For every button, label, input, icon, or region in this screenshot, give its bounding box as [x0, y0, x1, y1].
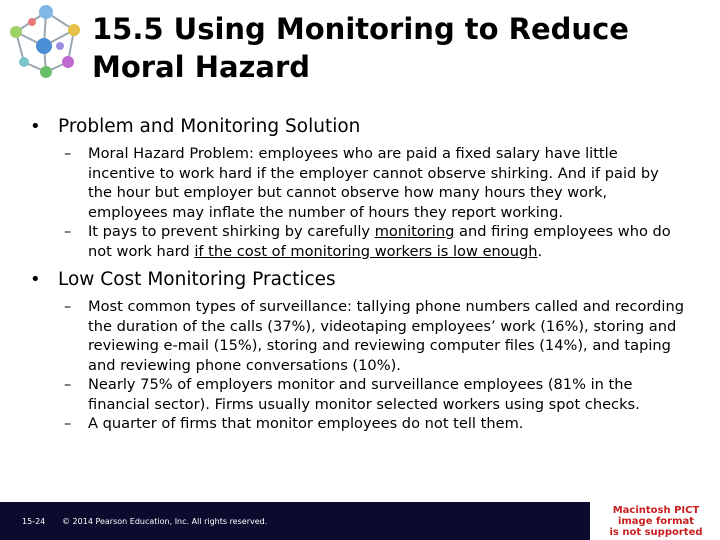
- sub-item-prevent-shirking: [30, 222, 690, 261]
- slide-title: [92, 10, 712, 86]
- page-number: 15-24: [22, 517, 46, 526]
- sub-list-problem: [30, 144, 690, 261]
- dash-marker: –: [64, 223, 72, 240]
- placeholder-line2: image format: [617, 516, 695, 527]
- sub-item-surveillance-types: [30, 297, 690, 375]
- sub-item-text: Nearly 75% of employers monitor and surveillance employees (81% in the financial sector). Firms usually monitor selected workers using spot checks.: [88, 376, 640, 413]
- slide-content: [30, 114, 690, 440]
- underlined-monitoring: monitoring: [374, 223, 455, 240]
- sub-item-employer-share: [30, 375, 690, 414]
- bullet-low-cost-monitoring: • Low Cost Monitoring Practices: [30, 267, 690, 293]
- sub-item-text: A quarter of firms that monitor employees do not tell them.: [88, 415, 524, 432]
- molecule-logo-icon: [2, 2, 88, 80]
- slide-title-line1: 15.5 Using Monitoring to Reduce: [92, 12, 629, 46]
- copyright-notice: © 2014 Pearson Education, Inc. All rights reserved.: [62, 517, 268, 526]
- slide-title-line2: Moral Hazard: [92, 50, 311, 84]
- placeholder-line3: is not supported: [609, 527, 703, 538]
- sub-item-text-b: and firing employees who do not work hard: [88, 223, 671, 260]
- underlined-cost-condition: if the cost of monitoring workers is low enough: [194, 242, 538, 260]
- dash-marker: –: [64, 145, 72, 162]
- dash-marker: –: [64, 376, 72, 393]
- dash-marker: –: [64, 298, 72, 315]
- sub-item-do-not-tell: [30, 414, 690, 434]
- sub-item-text-a: It pays to prevent shirking by carefully: [88, 223, 375, 240]
- sub-item-text: Most common types of surveillance: tallying phone numbers called and recording the duration of the calls (37%), videotaping employees’ work (16%), storing and reviewing e-mail (15%), storing and reviewing computer files (14%), and taping and reviewing phone conversations (10%).: [88, 298, 684, 374]
- unsupported-image-placeholder: [590, 502, 720, 540]
- sub-item-text-c: .: [537, 242, 543, 260]
- sub-item-text: Moral Hazard Problem: employees who are paid a fixed salary have little incentive to work hard if the employer cannot observe shirking. And if paid by the hour but employer but cannot observe how many hours they work, employees may inflate the number of hours they report working.: [88, 145, 659, 221]
- dash-marker: –: [64, 415, 72, 432]
- bullet-problem-and-monitoring: • Problem and Monitoring Solution: [30, 114, 690, 140]
- placeholder-line1: Macintosh PICT: [612, 505, 700, 516]
- sub-item-moral-hazard-problem: [30, 144, 690, 222]
- sub-list-low-cost: [30, 297, 690, 434]
